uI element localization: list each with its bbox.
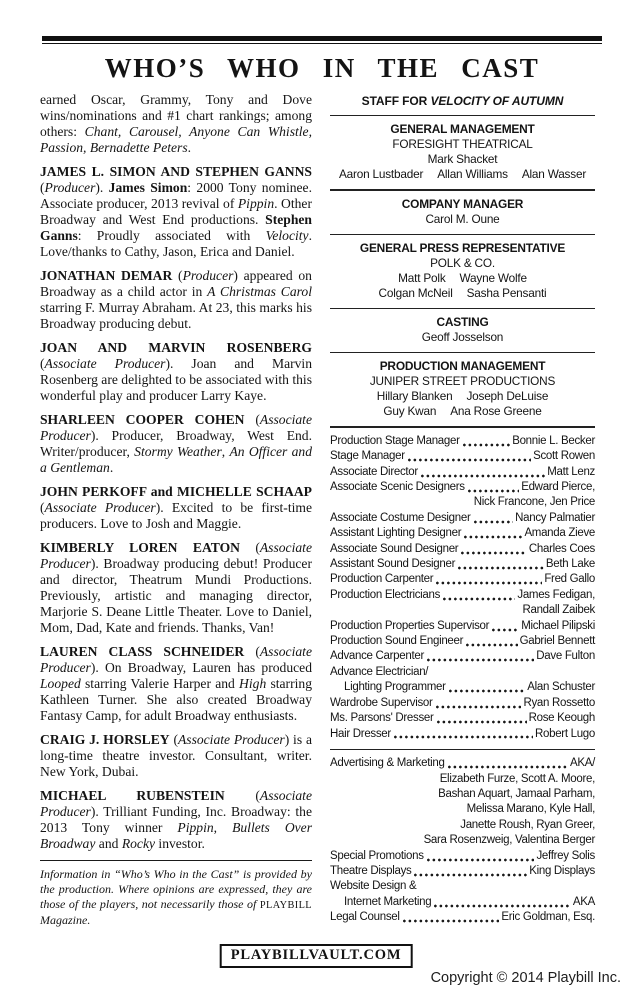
credit-role: Associate Director	[330, 465, 418, 478]
credit-role: Ms. Parsons' Dresser	[330, 712, 434, 725]
staff-name: Hillary Blanken	[376, 389, 453, 404]
copyright-notice: Copyright © 2014 Playbill Inc.	[430, 970, 621, 986]
dotted-leader	[449, 689, 526, 693]
staff-name: Matt Polk	[398, 270, 446, 285]
section-line	[330, 137, 595, 152]
section-title: GENERAL MANAGEMENT	[390, 122, 535, 137]
bio-paragraph: KIMBERLY LOREN EATON (Associate Producer). Broadway producing debut! Producer and director, Theatrum Mundi Productions. Previously, artistic and managing director, Marjorie S. Deane Little Theater. Love to Daniel, Mom, Dad, Kate and friends. Thanks, Van!	[40, 540, 312, 635]
staff-name: FORESIGHT THEATRICAL	[392, 137, 533, 152]
credit-role: Special Promotions	[330, 849, 424, 862]
section-line	[330, 389, 595, 404]
credit-name: James Fedigan,	[517, 588, 595, 601]
credit-row	[330, 879, 595, 894]
credit-name: King Displays	[529, 865, 595, 878]
credit-row	[330, 665, 595, 680]
credit-row	[330, 634, 595, 649]
dotted-leader	[408, 458, 531, 462]
section-line	[330, 404, 595, 419]
dotted-leader	[427, 858, 535, 862]
credit-name: Fred Gallo	[544, 573, 595, 586]
bio-paragraph: JAMES L. SIMON AND STEPHEN GANNS (Producer). James Simon: 2000 Tony nominee. Associate producer, 2013 revival of Pippin. Other Broadway and West End productions. Stephen Ganns: Proudly associated with Velocity. Love/thanks to Cathy, Jason, Erica and Daniel.	[40, 164, 312, 259]
credit-role: Production Electricians	[330, 588, 441, 601]
credit-role: Production Properties Supervisor	[330, 619, 490, 632]
staff-name: Alan Wasser	[521, 167, 587, 182]
staff-name: Ana Rose Greene	[450, 404, 542, 419]
credit-role: Production Stage Manager	[330, 434, 460, 447]
bio-paragraph: MICHAEL RUBENSTEIN (Associate Producer). Trilliant Funding, Inc. Broadway: the 2013 Tony winner Pippin, Bullets Over Broadway and Rocky investor.	[40, 788, 313, 851]
section-title: PRODUCTION MANAGEMENT	[379, 359, 546, 374]
section-divider	[330, 308, 595, 309]
bio-paragraph: LAUREN CLASS SCHNEIDER (Associate Producer). On Broadway, Lauren has produced Looped starring Valerie Harper and High starring Kathleen Turner. She also created Broadway Fantasy Camp, for adult Broadway enthusiasts.	[40, 644, 312, 723]
staff-name: Aaron Lustbader	[338, 167, 424, 182]
dotted-leader	[466, 643, 517, 647]
credit-role: Internet Marketing	[344, 895, 432, 908]
staff-name: Wayne Wolfe	[459, 270, 527, 285]
credit-row	[330, 526, 595, 541]
page-title: WHO’S WHO IN THE CAST	[104, 53, 540, 83]
section-title: GENERAL PRESS REPRESENTATIVE	[359, 240, 566, 255]
credit-name: Charles Coes	[528, 542, 595, 555]
staff-name: Mark Shacket	[427, 152, 498, 167]
credit-continuation: Elizabeth Furze, Scott A. Moore,	[439, 772, 595, 785]
bio-paragraph: JONATHAN DEMAR (Producer) appeared on Broadway as a child actor in A Christmas Carol starring F. Murray Abraham. At 23, this marks his Broadway producing debut.	[40, 268, 312, 331]
credit-name: AKA/	[569, 757, 595, 770]
section-line	[330, 256, 595, 271]
section-divider	[330, 189, 595, 190]
credit-row	[330, 619, 595, 634]
credit-role: Advance Carpenter	[330, 650, 424, 663]
disclaimer-text: Information in “Who’s Who in the Cast” is provided by the production. Where opinions are expressed, they are those of the players, not necessarily those of PLAYBILL Magazine.	[40, 867, 312, 928]
credit-role: Assistant Sound Designer	[330, 558, 456, 571]
dotted-leader	[448, 765, 568, 769]
credit-row	[330, 756, 595, 771]
bio-paragraph: JOAN AND MARVIN ROSENBERG (Associate Producer). Joan and Marvin Rosenberg are delighted to be associated with this wonderful play and producer Larry Kaye.	[40, 340, 312, 403]
credit-role: Production Carpenter	[330, 573, 434, 586]
section-divider	[330, 352, 595, 353]
staff-name: Allan Williams	[437, 167, 508, 182]
disclaimer	[40, 860, 312, 928]
credit-row	[330, 449, 595, 464]
credit-role: Theatre Displays	[330, 865, 412, 878]
dotted-leader	[468, 489, 519, 493]
staff-heading: STAFF FOR VELOCITY OF AUTUMN	[361, 94, 564, 108]
credit-name: AKA	[572, 895, 595, 908]
credit-row	[330, 557, 595, 572]
credit-name: Dave Fulton	[536, 650, 595, 663]
credit-row	[330, 542, 595, 557]
credit-name: Scott Rowen	[533, 450, 595, 463]
credit-row	[330, 480, 595, 495]
credit-name: Robert Lugo	[535, 727, 595, 740]
staff-name: Geoff Josselson	[421, 330, 504, 345]
credit-name: Jeffrey Solis	[536, 849, 595, 862]
dotted-leader	[436, 581, 542, 585]
dotted-leader	[464, 535, 522, 539]
dotted-leader	[403, 919, 500, 923]
bio-paragraph: SHARLEEN COOPER COHEN (Associate Producer). Producer, Broadway, West End. Writer/producer, Stormy Weather, An Officer and a Gentleman.	[40, 412, 313, 475]
credit-role: Stage Manager	[330, 450, 405, 463]
credit-row	[330, 696, 595, 711]
dotted-leader	[458, 566, 544, 570]
credit-row	[330, 910, 595, 925]
credit-continuation: Randall Zaibek	[522, 604, 595, 617]
credit-row	[330, 588, 595, 603]
credit-row	[330, 864, 595, 879]
header-rule-thin	[42, 43, 602, 44]
credit-name: Matt Lenz	[547, 465, 595, 478]
header-double-rule	[42, 36, 602, 44]
dotted-leader	[437, 720, 527, 724]
dotted-leader	[474, 520, 514, 524]
header-rule-thick	[42, 36, 602, 41]
playbillvault-badge: PLAYBILLVAULT.COM	[220, 944, 413, 968]
credit-name: Bonnie L. Becker	[512, 434, 595, 447]
section-divider	[330, 234, 595, 235]
dotted-leader	[461, 551, 527, 555]
credit-row	[330, 649, 595, 664]
staff-name: Colgan McNeil	[378, 285, 453, 300]
credit-role: Advance Electrician/	[330, 665, 429, 678]
credits-block-1	[330, 434, 595, 742]
bios-column	[40, 92, 312, 928]
credit-role: Legal Counsel	[330, 911, 400, 924]
staff-name: Joseph DeLuise	[466, 389, 549, 404]
credit-name: Ryan Rossetto	[523, 696, 595, 709]
credit-name: Gabriel Bennett	[519, 635, 595, 648]
dotted-leader	[414, 873, 527, 877]
credit-role: Hair Dresser	[330, 727, 391, 740]
dotted-leader	[394, 735, 533, 739]
credit-row	[330, 727, 595, 742]
section-divider	[330, 115, 595, 116]
dotted-leader	[436, 705, 522, 709]
section-title: COMPANY MANAGER	[401, 196, 524, 211]
bio-paragraph: CRAIG J. HORSLEY (Associate Producer) is a long-time theatre investor. Consultant, writer. New York, Dubai.	[40, 732, 312, 779]
credit-row	[330, 572, 595, 587]
credit-role: Advertising & Marketing	[330, 757, 445, 770]
staff-name: Sasha Pensanti	[466, 285, 547, 300]
credit-role: Assistant Lighting Designer	[330, 527, 462, 540]
credit-name: Amanda Zieve	[524, 527, 595, 540]
credit-name: Edward Pierce,	[521, 481, 595, 493]
credit-name: Michael Pilipski	[521, 619, 595, 632]
credit-name: Beth Lake	[545, 558, 595, 571]
credit-continuation: Bashan Aquart, Jamaal Parham,	[438, 788, 595, 801]
content-columns	[40, 92, 632, 928]
bio-paragraph: earned Oscar, Grammy, Tony and Dove wins/nominations and #1 chart rankings; among others: Chant, Carousel, Anyone Can Whistle, Passion, Bernadette Peters.	[40, 92, 312, 155]
section-line	[330, 286, 595, 301]
section-line	[330, 167, 595, 182]
staff-sections	[330, 115, 595, 419]
staff-name: POLK & CO.	[430, 255, 495, 270]
credit-name: Rose Keough	[528, 712, 595, 725]
bios	[40, 92, 312, 852]
credit-row	[330, 511, 595, 526]
credits-block-2	[330, 756, 595, 925]
credit-role: Website Design &	[330, 880, 417, 893]
dotted-leader	[492, 628, 519, 632]
staff-column	[330, 92, 595, 928]
section-line	[330, 271, 595, 286]
credit-row	[330, 434, 595, 449]
credit-continuation: Nick Francone, Jen Price	[473, 496, 595, 509]
credit-row	[330, 711, 595, 726]
section-line	[330, 374, 595, 389]
section-line	[330, 330, 595, 345]
credit-role: Wardrobe Supervisor	[330, 696, 433, 709]
section-line	[330, 152, 595, 167]
section-line	[330, 212, 595, 227]
divider-between-credits	[330, 749, 595, 750]
credit-role: Associate Sound Designer	[330, 542, 459, 555]
dotted-leader	[421, 474, 545, 478]
credit-name: Nancy Palmatier	[515, 511, 595, 524]
staff-name: Carol M. Oune	[425, 211, 500, 226]
credit-row	[330, 465, 595, 480]
credit-continuation: Janette Roush, Ryan Greer,	[460, 818, 595, 831]
credit-name: Eric Goldman, Esq.	[501, 911, 595, 924]
dotted-leader	[434, 904, 571, 908]
dotted-leader	[463, 443, 511, 447]
staff-name: JUNIPER STREET PRODUCTIONS	[369, 374, 556, 389]
dotted-leader	[427, 658, 534, 662]
credit-role: Associate Scenic Designers	[330, 481, 465, 493]
credit-name: Alan Schuster	[527, 681, 595, 694]
credit-continuation: Melissa Marano, Kyle Hall,	[466, 803, 595, 816]
divider-before-credits	[330, 426, 595, 427]
credit-row	[330, 895, 595, 910]
section-title: CASTING	[436, 315, 489, 330]
credit-continuation: Sara Rosenzweig, Valentina Berger	[423, 834, 595, 847]
credit-row	[330, 849, 595, 864]
bio-paragraph: JOHN PERKOFF and MICHELLE SCHAAP (Associate Producer). Excited to be first-time producers. Love to Josh and Maggie.	[40, 484, 312, 531]
credit-role: Lighting Programmer	[344, 681, 446, 694]
credit-row	[330, 680, 595, 695]
dotted-leader	[443, 597, 515, 601]
credit-role: Production Sound Engineer	[330, 635, 464, 648]
credit-role: Associate Costume Designer	[330, 511, 471, 524]
staff-name: Guy Kwan	[383, 404, 437, 419]
